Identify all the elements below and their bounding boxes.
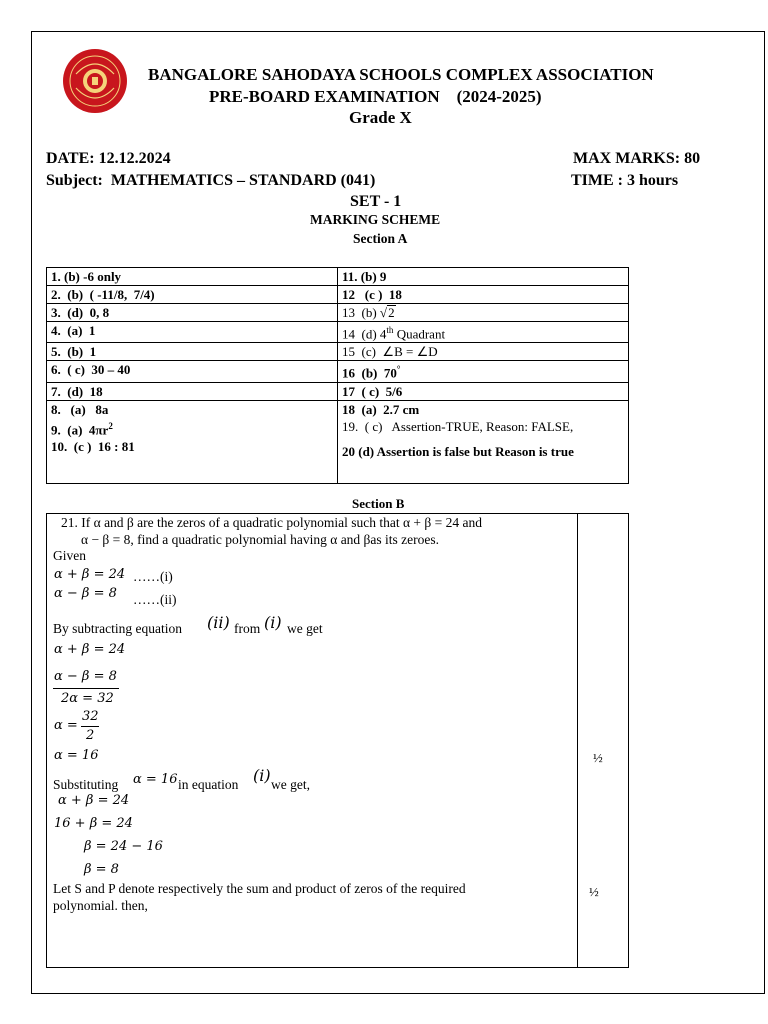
answers-8-10 <box>47 400 338 483</box>
substitute-text-b: in equation <box>178 777 239 792</box>
step-4-num: 32 <box>82 709 99 724</box>
answer-12: 12 (c ) 18 <box>338 286 629 304</box>
answer-18: 18 (a) 2.7 cm <box>342 401 420 417</box>
subtract-from: from <box>234 621 261 636</box>
q21-line2: α − β = 8, find a quadratic polynomial having α and βas its zeroes. <box>81 532 440 547</box>
answer-14-word: Quadrant <box>393 326 446 342</box>
answer-14 <box>338 322 629 343</box>
exam-time: TIME : 3 hours <box>571 172 679 189</box>
table-row <box>47 382 629 400</box>
step-4-lhs: α = <box>54 718 78 733</box>
section-a-answer-table <box>46 267 629 484</box>
substitute-i: (i) <box>253 766 271 785</box>
header-grade: Grade X <box>349 108 412 127</box>
header-association: BANGALORE SAHODAYA SCHOOLS COMPLEX ASSOCIATION <box>148 65 654 84</box>
subtract-ii: (ii) <box>207 613 230 632</box>
table-row <box>47 286 629 304</box>
marking-scheme-title: MARKING SCHEME <box>310 212 441 227</box>
mark-half-2: ½ <box>589 884 599 899</box>
answer-16-degree: ° <box>396 364 401 375</box>
answer-19-text: 19. ( c) Assertion-TRUE, Reason: FALSE, <box>342 418 574 434</box>
section-b-box <box>46 513 629 968</box>
substitute-text-c: we get, <box>271 777 310 792</box>
step-1: α + β = 24 <box>54 642 126 657</box>
step-4-den: 2 <box>86 728 95 743</box>
table-row <box>47 361 629 382</box>
subject: Subject: MATHEMATICS – STANDARD (041) <box>46 172 376 189</box>
answer-14-sup: th <box>386 325 394 335</box>
table-row <box>47 304 629 322</box>
eq1-tag: ……(i) <box>133 569 173 584</box>
mark-half-1: ½ <box>593 750 603 765</box>
step-2: α − β = 8 <box>54 669 117 684</box>
substitute-alpha: α = 16 <box>133 772 178 787</box>
answer-9-sup: 2 <box>108 420 113 431</box>
t3: β = 24 − 16 <box>84 839 163 854</box>
subtract-i: (i) <box>264 613 282 632</box>
answer-19 <box>342 418 624 435</box>
answer-5: 5. (b) 1 <box>47 343 338 361</box>
eq2-tag: ……(ii) <box>133 592 177 607</box>
step-3: 2α = 32 <box>61 691 114 706</box>
step-5: α = 16 <box>54 748 99 763</box>
answer-11: 11. (b) 9 <box>338 268 629 286</box>
answers-18-20 <box>338 400 629 483</box>
exam-date: DATE: 12.12.2024 <box>46 150 171 167</box>
answer-17: 17 ( c) 5/6 <box>338 382 629 400</box>
answer-16-label: 16 (b) 70 <box>342 365 397 381</box>
eq1: α + β = 24 <box>54 567 126 582</box>
subtraction-line <box>53 688 119 689</box>
table-row <box>47 268 629 286</box>
let-line1: Let S and P denote respectively the sum and product of zeros of the required <box>53 881 466 896</box>
table-row <box>47 400 629 483</box>
eq2: α − β = 8 <box>54 586 117 601</box>
answer-2: 2. (b) ( -11/8, 7/4) <box>47 286 338 304</box>
t4: β = 8 <box>84 862 119 877</box>
answer-13: 13 (b) √2 <box>338 304 629 322</box>
table-row <box>47 343 629 361</box>
sahodaya-logo <box>62 48 128 114</box>
answer-8: 8. (a) 8a <box>51 401 109 417</box>
given-label: Given <box>53 548 86 563</box>
section-b-title: Section B <box>352 496 405 511</box>
section-a-title: Section A <box>353 231 408 246</box>
set-number: SET - 1 <box>350 193 402 210</box>
answer-1: 1. (b) -6 only <box>47 268 338 286</box>
answer-6: 6. ( c) 30 – 40 <box>47 361 338 382</box>
answer-7: 7. (d) 18 <box>47 382 338 400</box>
substitute-text-a: Substituting <box>53 777 119 792</box>
answer-4: 4. (a) 1 <box>47 322 338 343</box>
q21-line1: 21. If α and β are the zeros of a quadratic polynomial such that α + β = 24 and <box>61 515 482 530</box>
max-marks: MAX MARKS: 80 <box>573 150 701 167</box>
fraction-bar <box>81 726 99 727</box>
answer-20: 20 (d) Assertion is false but Reason is true <box>342 443 574 459</box>
answer-16 <box>338 361 629 382</box>
answer-10: 10. (c ) 16 : 81 <box>51 438 135 454</box>
header-exam: PRE-BOARD EXAMINATION (2024-2025) <box>209 87 542 106</box>
answer-9-label: 9. (a) 4πr <box>51 421 109 437</box>
subtract-text-a: By subtracting equation <box>53 621 182 636</box>
answer-3: 3. (d) 0, 8 <box>47 304 338 322</box>
answer-14-label: 14 (d) 4 <box>342 326 387 342</box>
t1: α + β = 24 <box>58 793 130 808</box>
answer-9 <box>51 418 333 438</box>
subtract-text-b: we get <box>287 621 323 636</box>
answer-13-sqrt: 2 <box>388 305 395 320</box>
let-line2: polynomial. then, <box>53 898 148 913</box>
answer-15: 15 (c) ∠B = ∠D <box>338 343 629 361</box>
marks-column-divider <box>577 514 578 967</box>
table-row <box>47 322 629 343</box>
answer-13-label: 13 (b) <box>342 305 380 320</box>
t2: 16 + β = 24 <box>54 816 133 831</box>
